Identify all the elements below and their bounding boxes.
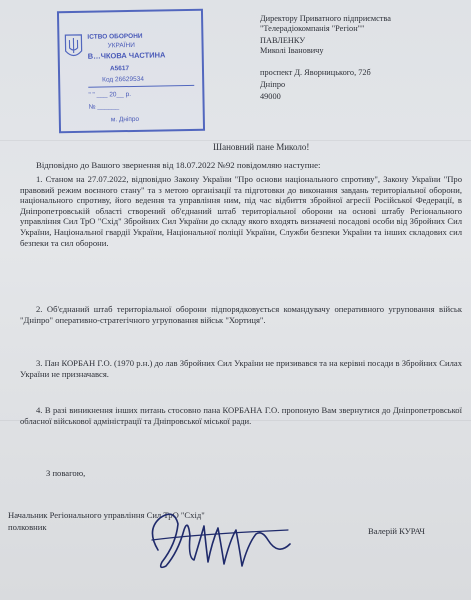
paper-fold bbox=[0, 140, 471, 141]
addressee-postcode: 49000 bbox=[260, 92, 281, 101]
addressee-line: "Телерадіокомпанія "Регіон"" bbox=[260, 24, 365, 33]
greeting: Шановний пане Миколо! bbox=[213, 142, 310, 152]
addressee-name: Миколі Івановичу bbox=[260, 46, 324, 55]
stamp-country: УКРАЇНИ bbox=[107, 41, 135, 50]
official-stamp bbox=[57, 9, 205, 134]
stamp-ministry: ІСТВО ОБОРОНИ bbox=[87, 32, 143, 41]
paragraph-1: 1. Станом на 27.07.2022, відповідно Закону України "Про основи національного спротиву", Закону України "Про правовий режим воєнного стану" та з метою організації та підготовки до виконання завдань територіальної оборони, національного спротиву, його ведення та управління ним, під час відбиття збройної агресії Російської Федерації, в Дніпропетровській області створений об'єднаний штаб територіальної оборони на основі штабу Регіонального управління Сил ТрО "Схід" Збройних Сил України до складу якого входять визначені посадові особи від Збройних Сил України, Національної гвардії України, Національної поліції України, Служби безпеки України та інших складових сил безпеки та сил оборони. bbox=[20, 174, 462, 248]
stamp-number-line: № ______ bbox=[88, 103, 120, 111]
paragraph-4: 4. В разі виникнення інших питань стосовно пана КОРБАНА Г.О. пропоную Вам звернутися до Дніпропетровської обласної військової адміністрації та Дніпровської міської ради. bbox=[20, 405, 462, 426]
addressee-city: Дніпро bbox=[260, 80, 286, 89]
stamp-code: Код 26629534 bbox=[102, 75, 144, 84]
signer-rank: полковник bbox=[8, 522, 47, 532]
stamp-unit: В…ЧКОВА ЧАСТИНА bbox=[87, 50, 166, 61]
signer-name: Валерій КУРАЧ bbox=[368, 526, 425, 536]
stamp-city: м. Дніпро bbox=[110, 115, 140, 124]
stamp-divider bbox=[88, 85, 194, 88]
stamp-unit-number: А5617 bbox=[109, 65, 130, 73]
regards: З повагою, bbox=[46, 468, 86, 478]
signer-title: Начальник Регіонального управління Сил ТрО "Схід" bbox=[8, 510, 205, 520]
trident-emblem-icon bbox=[63, 33, 83, 61]
paragraph-2: 2. Об'єднаний штаб територіальної оборони підпорядковується командувачу оперативного угруповання військ "Дніпро" оперативно-стратегічного угруповання військ "Хортиця". bbox=[20, 304, 462, 325]
addressee-street: проспект Д. Яворницького, 72б bbox=[260, 68, 371, 77]
stamp-date-line: " " ___ 20__ р. bbox=[88, 91, 132, 99]
intro-line: Відповідно до Вашого звернення від 18.07.2022 №92 повідомляю наступне: bbox=[36, 160, 321, 170]
handwritten-signature bbox=[138, 500, 298, 580]
addressee-surname: ПАВЛЕНКУ bbox=[260, 36, 306, 45]
paragraph-3: 3. Пан КОРБАН Г.О. (1970 р.н.) до лав Збройних Сил України не призивався та на керівні посади в Збройних Силах України не призначався. bbox=[20, 358, 462, 379]
addressee-line: Директору Приватного підприємства bbox=[260, 14, 391, 23]
